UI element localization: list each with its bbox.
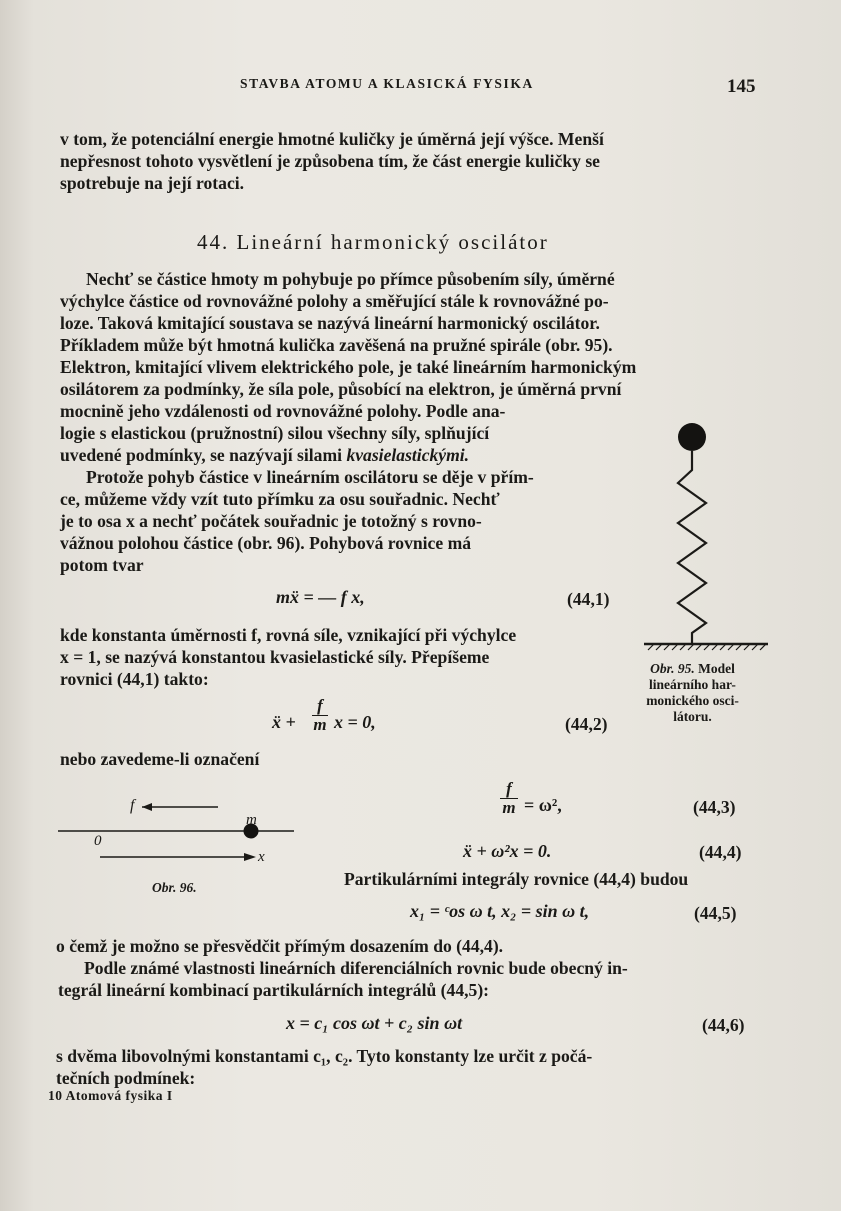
figure-96-caption: Obr. 96. bbox=[152, 880, 197, 895]
running-header: STAVBA ATOMU A KLASICKÁ FYSIKA bbox=[240, 76, 534, 91]
text-line: tegrál lineární kombinací partikulárních integrálů (44,5): bbox=[58, 980, 490, 1000]
equation-44-5: x₁ = ᶜos ω t, x₂ = sin ω t, bbox=[410, 901, 590, 921]
equation-44-6: x = c₁ cos ωt + c₂ sin ωt bbox=[286, 1013, 463, 1033]
equation-number: (44,3) bbox=[693, 797, 736, 817]
text-line: Elektron, kmitající vlivem elektrického pole, je také lineárním harmonickým bbox=[60, 357, 637, 377]
equation-44-2-right: x = 0, bbox=[334, 712, 376, 732]
text-line: x = 1, se nazývá konstantou kvasielastické síly. Přepíšeme bbox=[60, 647, 490, 667]
figure-96-label-m: m bbox=[246, 812, 257, 828]
fraction-f-over-m bbox=[499, 780, 519, 817]
emphasis-term: kvasielastickými. bbox=[346, 445, 470, 465]
equation-44-2-left: ẍ + bbox=[272, 712, 296, 732]
text-line: s dvěma libovolnými konstantami c₁, c₂. Tyto konstanty lze určit z počá- bbox=[56, 1046, 593, 1066]
x-arrowhead bbox=[244, 853, 256, 861]
equation-number: (44,4) bbox=[699, 842, 742, 862]
text-line: výchylce částice od rovnovážné polohy a směřující stále k rovnovážné po- bbox=[60, 291, 609, 311]
equation-number: (44,2) bbox=[565, 714, 608, 734]
figure-96-label-0: 0 bbox=[94, 833, 102, 849]
spring-coil bbox=[678, 451, 706, 643]
text-line: potom tvar bbox=[60, 555, 144, 575]
caption-text: Model bbox=[698, 661, 735, 676]
text-line: spotrebuje na její rotaci. bbox=[60, 173, 245, 193]
equation-44-4: ẍ + ω²x = 0. bbox=[463, 841, 552, 861]
text-line: mocnině jeho vzdálenosti od rovnovážné polohy. Podle ana- bbox=[60, 401, 506, 421]
fraction-numerator: f bbox=[506, 779, 512, 798]
fraction-denominator: m bbox=[502, 798, 516, 817]
caption-text: monického osci- bbox=[646, 693, 739, 708]
section-title: 44. Lineární harmonický oscilátor bbox=[197, 230, 549, 254]
fraction-numerator: f bbox=[317, 696, 323, 715]
figure-95-caption bbox=[630, 661, 755, 725]
caption-text: lineárního har- bbox=[649, 677, 736, 692]
mass-ball bbox=[678, 423, 706, 451]
text-line: Protože pohyb částice v lineárním oscilátoru se děje v přím- bbox=[86, 467, 534, 487]
line-text: uvedené podmínky, se nazývají silami bbox=[60, 445, 347, 465]
text-line: ce, můžeme vždy vzít tuto přímku za osu souřadnic. Nechť bbox=[60, 489, 500, 509]
force-arrowhead bbox=[142, 803, 152, 811]
text-line: nepřesnost tohoto vysvětlení je způsobena tím, že část energie kuličky se bbox=[60, 151, 600, 171]
equation-number: (44,6) bbox=[702, 1015, 745, 1035]
text-line: o čemž je možno se přesvědčit přímým dosazením do (44,4). bbox=[56, 936, 504, 956]
figure-95-spring bbox=[630, 415, 770, 660]
text-line: logie s elastickou (pružnostní) silou všechny síly, splňující bbox=[60, 423, 490, 443]
caption-label: Obr. 95. bbox=[650, 661, 695, 676]
equation-44-1: mẍ = — f x, bbox=[276, 587, 365, 607]
text-line: kde konstanta úměrnosti f, rovná síle, vznikající při výchylce bbox=[60, 625, 517, 645]
equation-number: (44,5) bbox=[694, 903, 737, 923]
text-line: vážnou polohou částice (obr. 96). Pohybová rovnice má bbox=[60, 533, 472, 553]
text-line: Podle známé vlastnosti lineárních diferenciálních rovnic bude obecný in- bbox=[84, 958, 628, 978]
text-line: loze. Taková kmitající soustava se nazývá lineární harmonický oscilátor. bbox=[60, 313, 600, 333]
text-line: v tom, že potenciální energie hmotné kuličky je úměrná její výšce. Menší bbox=[60, 129, 604, 149]
figure-96-label-f: f bbox=[130, 797, 135, 814]
text-line: je to osa x a nechť počátek souřadnic je totožný s rovno- bbox=[60, 511, 482, 531]
text-line: Nechť se částice hmoty m pohybuje po přímce působením síly, úměrné bbox=[86, 269, 615, 289]
text-line: nebo zavedeme-li označení bbox=[60, 749, 260, 769]
text-line bbox=[60, 444, 469, 466]
fraction-denominator: m bbox=[313, 715, 327, 734]
text-line: osilátorem za podmínky, že síla pole, působící na elektron, je úměrná první bbox=[60, 379, 622, 399]
equation-number: (44,1) bbox=[567, 589, 610, 609]
page-number: 145 bbox=[727, 76, 756, 97]
text-line: tečních podmínek: bbox=[56, 1068, 196, 1088]
caption-text: látoru. bbox=[673, 709, 712, 724]
text-line: Partikulárními integrály rovnice (44,4) budou bbox=[344, 869, 689, 889]
equation-44-3-right: = ω², bbox=[524, 795, 562, 815]
text-line: Příkladem může být hmotná kulička zavěšená na pružné spirále (obr. 95). bbox=[60, 335, 613, 355]
fraction-f-over-m bbox=[311, 697, 329, 734]
page-footer: 10 Atomová fysika I bbox=[48, 1088, 173, 1103]
text-line: rovnici (44,1) takto: bbox=[60, 669, 209, 689]
figure-96-label-x: x bbox=[258, 849, 265, 865]
